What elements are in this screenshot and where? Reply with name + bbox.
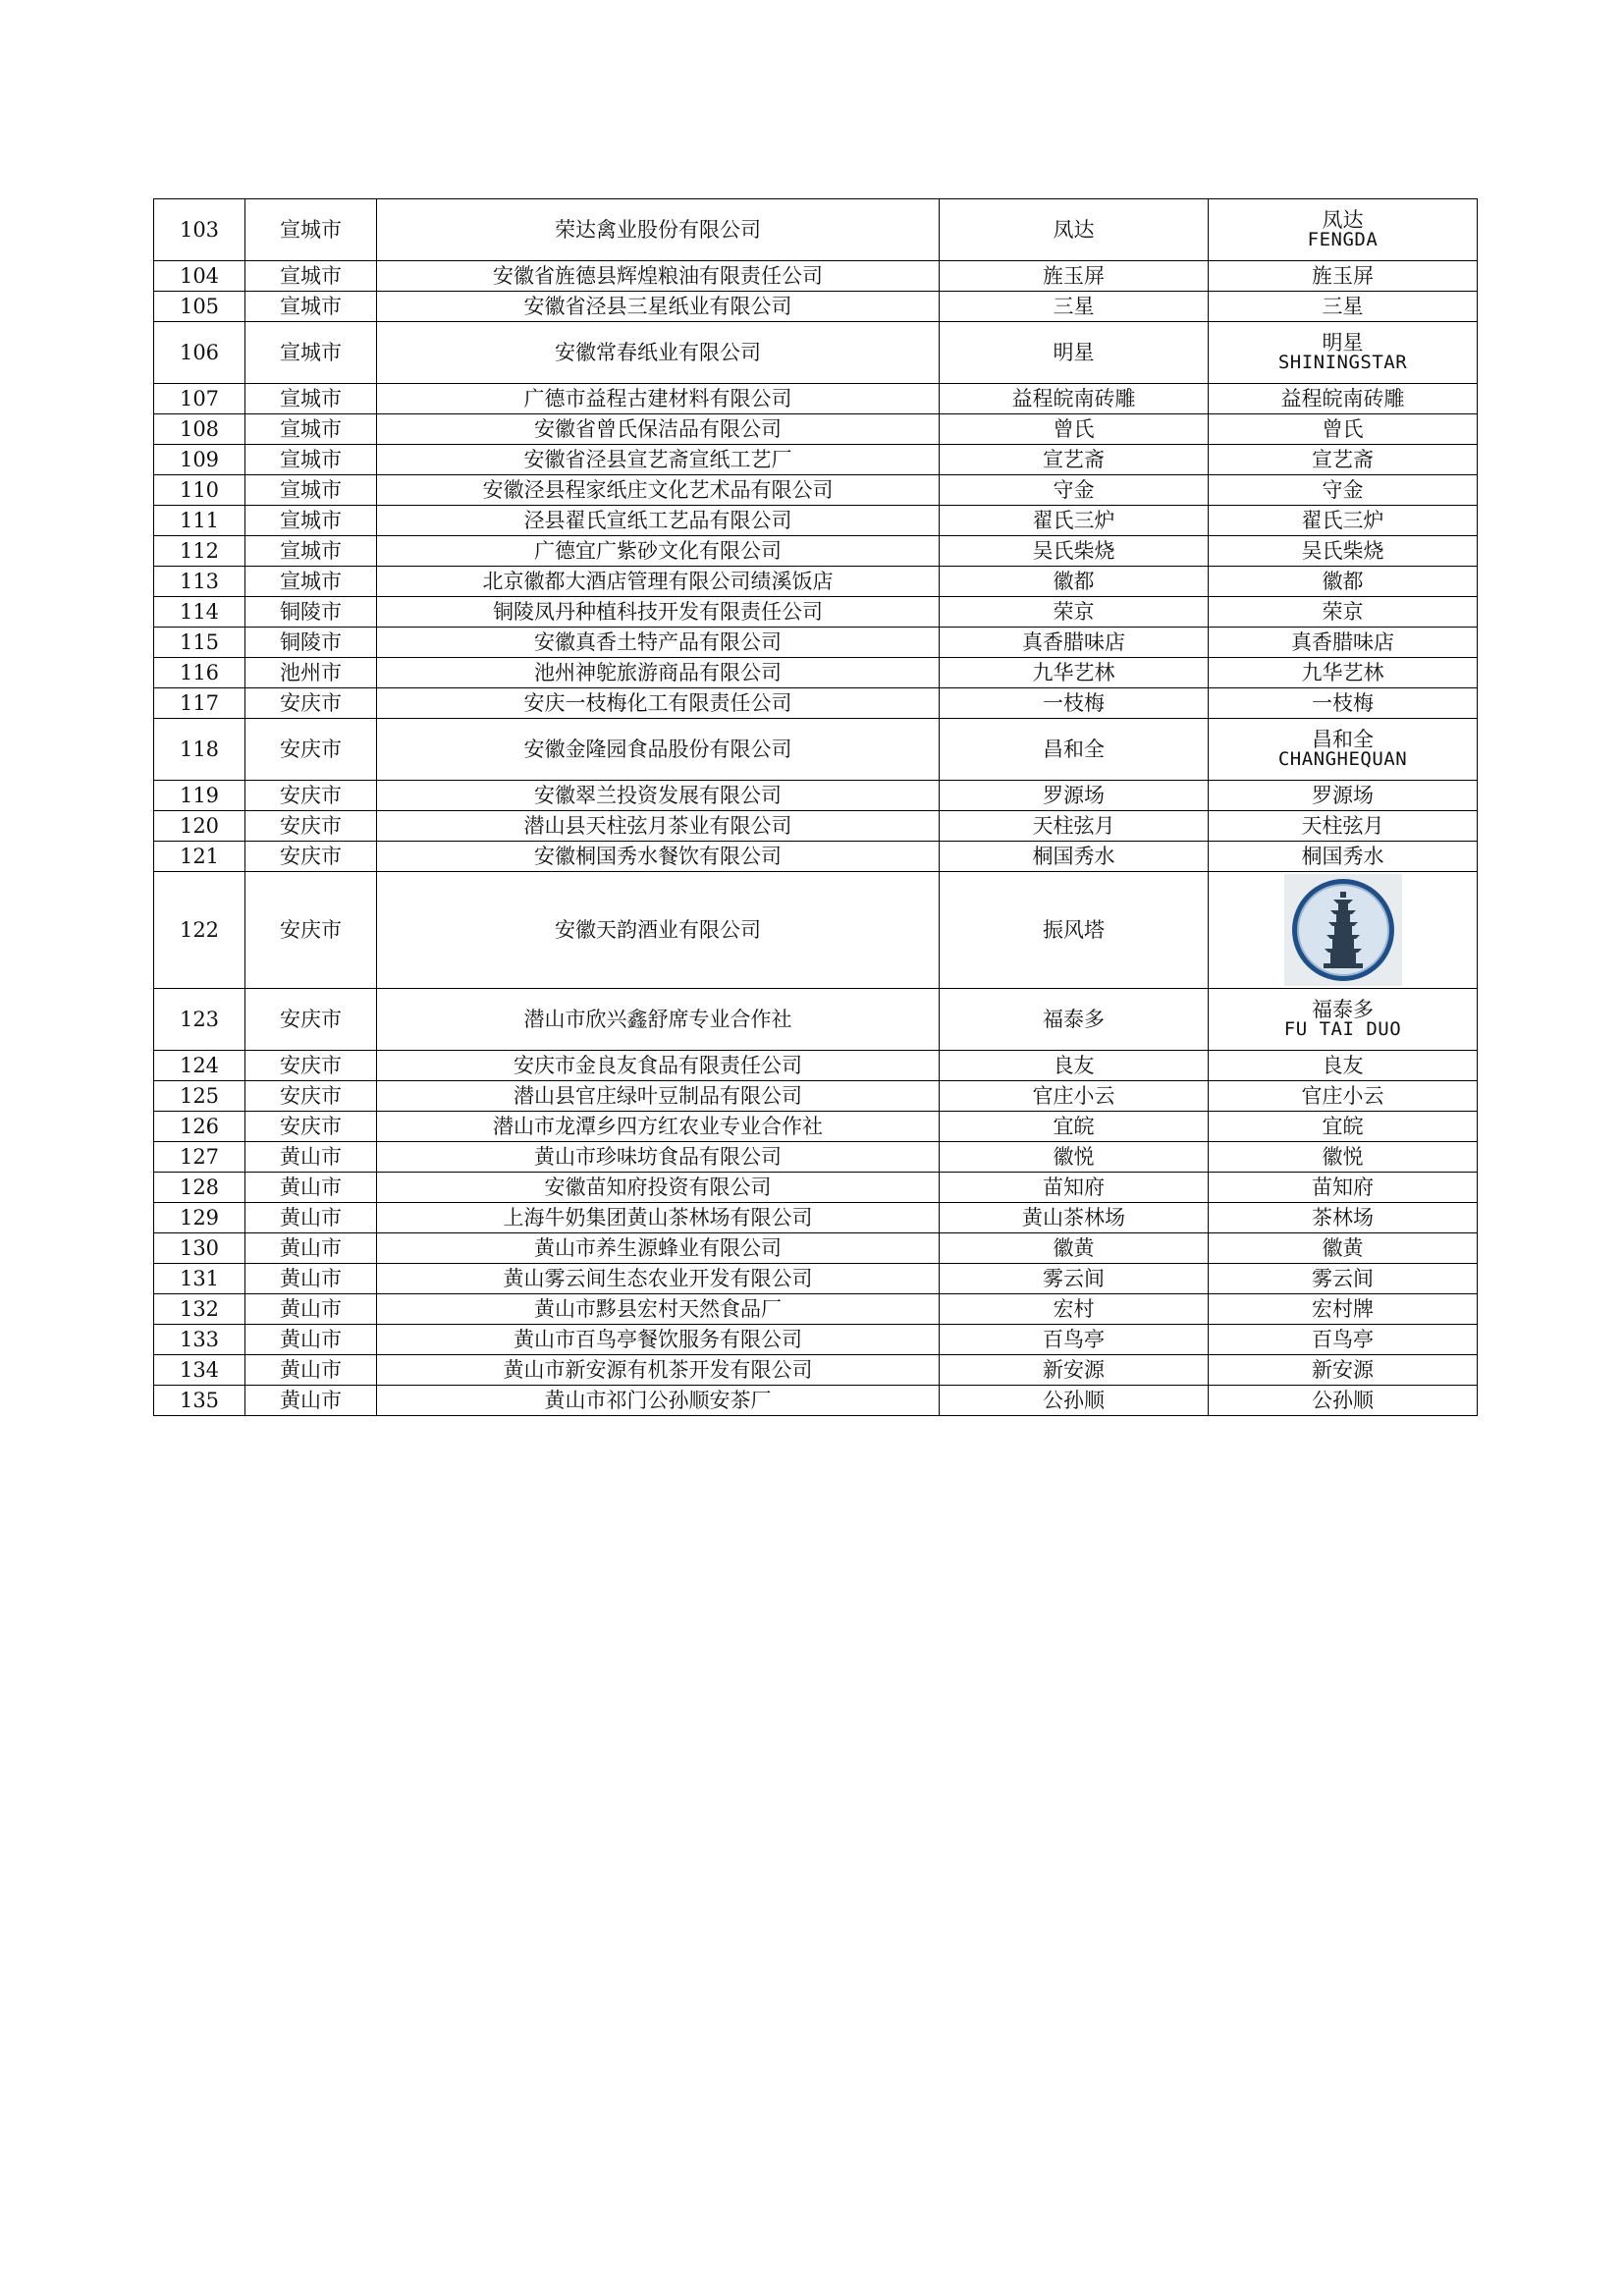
city-cell: 安庆市 — [245, 781, 377, 811]
brand-cell: 新安源 — [940, 1355, 1209, 1386]
trademark-cell — [1209, 872, 1478, 989]
trademark-text: 罗源场 — [1312, 783, 1374, 807]
brand-cell: 益程皖南砖雕 — [940, 384, 1209, 414]
trademark-cell — [1209, 811, 1478, 842]
trademark-text: 徽都 — [1322, 569, 1364, 593]
row-number: 105 — [154, 292, 245, 322]
trademark-cell — [1209, 688, 1478, 719]
city-cell: 宣城市 — [245, 567, 377, 597]
row-number: 118 — [154, 719, 245, 781]
city-cell: 安庆市 — [245, 811, 377, 842]
trademark-text: 官庄小云 — [1301, 1083, 1384, 1108]
brand-cell: 曾氏 — [940, 414, 1209, 445]
trademark-cell — [1209, 506, 1478, 536]
city-cell: 黄山市 — [245, 1294, 377, 1325]
row-number: 127 — [154, 1142, 245, 1173]
row-number: 104 — [154, 261, 245, 292]
trademark-text: 宜皖 — [1322, 1114, 1364, 1138]
trademark-cell — [1209, 989, 1478, 1051]
table-row — [154, 261, 1478, 292]
city-cell: 宣城市 — [245, 414, 377, 445]
city-cell: 宣城市 — [245, 292, 377, 322]
company-cell: 广德宜广紫砂文化有限公司 — [377, 536, 940, 567]
row-number: 124 — [154, 1051, 245, 1081]
brand-cell: 振风塔 — [940, 872, 1209, 989]
city-cell: 宣城市 — [245, 261, 377, 292]
brand-cell: 荣京 — [940, 597, 1209, 628]
city-cell: 宣城市 — [245, 506, 377, 536]
company-cell: 安庆一枝梅化工有限责任公司 — [377, 688, 940, 719]
brand-table — [153, 198, 1478, 1416]
row-number: 121 — [154, 842, 245, 872]
trademark-text: 良友 — [1322, 1053, 1364, 1077]
brand-cell: 守金 — [940, 475, 1209, 506]
company-cell: 池州神鸵旅游商品有限公司 — [377, 658, 940, 688]
brand-cell: 桐国秀水 — [940, 842, 1209, 872]
table-row — [154, 989, 1478, 1051]
trademark-cell — [1209, 199, 1478, 261]
table-body — [154, 199, 1478, 1416]
trademark-cell — [1209, 597, 1478, 628]
row-number: 103 — [154, 199, 245, 261]
brand-cell: 凤达 — [940, 199, 1209, 261]
trademark-text: 益程皖南砖雕 — [1280, 386, 1405, 410]
trademark-cell — [1209, 1203, 1478, 1233]
trademark-text: 天柱弦月 — [1301, 813, 1384, 838]
trademark-cell — [1209, 322, 1478, 384]
city-cell: 安庆市 — [245, 989, 377, 1051]
row-number: 128 — [154, 1173, 245, 1203]
trademark-cell — [1209, 628, 1478, 658]
trademark-text: 桐国秀水 — [1301, 844, 1384, 868]
trademark-cell — [1209, 1233, 1478, 1264]
city-cell: 安庆市 — [245, 1081, 377, 1112]
company-cell: 泾县翟氏宣纸工艺品有限公司 — [377, 506, 940, 536]
company-cell: 黄山雾云间生态农业开发有限公司 — [377, 1264, 940, 1294]
table-row — [154, 811, 1478, 842]
city-cell: 宣城市 — [245, 384, 377, 414]
row-number: 119 — [154, 781, 245, 811]
city-cell: 宣城市 — [245, 322, 377, 384]
trademark-text: 守金 — [1322, 477, 1364, 502]
company-cell: 安徽省旌德县辉煌粮油有限责任公司 — [377, 261, 940, 292]
city-cell: 黄山市 — [245, 1355, 377, 1386]
trademark-cell — [1209, 1325, 1478, 1355]
company-cell: 黄山市养生源蜂业有限公司 — [377, 1233, 940, 1264]
city-cell: 宣城市 — [245, 475, 377, 506]
table-row — [154, 567, 1478, 597]
company-cell: 黄山市黟县宏村天然食品厂 — [377, 1294, 940, 1325]
table-row — [154, 842, 1478, 872]
trademark-text: 真香腊味店 — [1291, 629, 1394, 654]
table-row — [154, 1233, 1478, 1264]
city-cell: 安庆市 — [245, 719, 377, 781]
city-cell: 黄山市 — [245, 1386, 377, 1416]
trademark-cell — [1209, 1355, 1478, 1386]
trademark-cell — [1209, 1142, 1478, 1173]
row-number: 134 — [154, 1355, 245, 1386]
trademark-text: 明星 — [1322, 331, 1364, 355]
trademark-text: 宣艺斋 — [1312, 447, 1374, 471]
table-row — [154, 658, 1478, 688]
table-row — [154, 781, 1478, 811]
company-cell: 安徽金隆园食品股份有限公司 — [377, 719, 940, 781]
brand-cell: 翟氏三炉 — [940, 506, 1209, 536]
trademark-cell — [1209, 1264, 1478, 1294]
company-cell: 安徽翠兰投资发展有限公司 — [377, 781, 940, 811]
company-cell: 安徽省泾县宣艺斋宣纸工艺厂 — [377, 445, 940, 475]
trademark-cell — [1209, 567, 1478, 597]
city-cell: 安庆市 — [245, 688, 377, 719]
table-row — [154, 1173, 1478, 1203]
company-cell: 安徽省泾县三星纸业有限公司 — [377, 292, 940, 322]
row-number: 120 — [154, 811, 245, 842]
company-cell: 安徽真香土特产品有限公司 — [377, 628, 940, 658]
trademark-text: 公孙顺 — [1312, 1388, 1374, 1412]
trademark-cell — [1209, 292, 1478, 322]
city-cell: 黄山市 — [245, 1203, 377, 1233]
table-row — [154, 536, 1478, 567]
brand-cell: 百鸟亭 — [940, 1325, 1209, 1355]
trademark-cell — [1209, 1081, 1478, 1112]
brand-cell: 宣艺斋 — [940, 445, 1209, 475]
brand-cell: 苗知府 — [940, 1173, 1209, 1203]
trademark-cell — [1209, 719, 1478, 781]
trademark-cell — [1209, 475, 1478, 506]
brand-cell: 宏村 — [940, 1294, 1209, 1325]
table-row — [154, 199, 1478, 261]
trademark-text: 苗知府 — [1312, 1175, 1374, 1199]
brand-cell: 明星 — [940, 322, 1209, 384]
table-row — [154, 506, 1478, 536]
trademark-text: 吴氏柴烧 — [1301, 538, 1384, 563]
brand-cell: 雾云间 — [940, 1264, 1209, 1294]
trademark-text: 徽悦 — [1322, 1144, 1364, 1169]
table-row — [154, 688, 1478, 719]
brand-cell: 宜皖 — [940, 1112, 1209, 1142]
trademark-cell — [1209, 781, 1478, 811]
trademark-text: 雾云间 — [1312, 1266, 1374, 1290]
trademark-text: 翟氏三炉 — [1301, 508, 1384, 532]
company-cell: 安徽苗知府投资有限公司 — [377, 1173, 940, 1203]
trademark-cell — [1209, 536, 1478, 567]
brand-cell: 旌玉屏 — [940, 261, 1209, 292]
company-cell: 安徽天韵酒业有限公司 — [377, 872, 940, 989]
row-number: 107 — [154, 384, 245, 414]
table-row — [154, 628, 1478, 658]
table-row — [154, 719, 1478, 781]
company-cell: 黄山市新安源有机茶开发有限公司 — [377, 1355, 940, 1386]
brand-cell: 一枝梅 — [940, 688, 1209, 719]
row-number: 113 — [154, 567, 245, 597]
brand-cell: 福泰多 — [940, 989, 1209, 1051]
pagoda-logo-icon — [1284, 874, 1402, 986]
company-cell: 黄山市祁门公孙顺安茶厂 — [377, 1386, 940, 1416]
trademark-text: 凤达 — [1322, 208, 1364, 232]
row-number: 132 — [154, 1294, 245, 1325]
table-row — [154, 1386, 1478, 1416]
company-cell: 广德市益程古建材料有限公司 — [377, 384, 940, 414]
brand-cell: 九华艺林 — [940, 658, 1209, 688]
row-number: 112 — [154, 536, 245, 567]
city-cell: 黄山市 — [245, 1325, 377, 1355]
table-row — [154, 1112, 1478, 1142]
city-cell: 安庆市 — [245, 842, 377, 872]
brand-cell: 徽都 — [940, 567, 1209, 597]
row-number: 125 — [154, 1081, 245, 1112]
trademark-text: 一枝梅 — [1312, 690, 1374, 715]
city-cell: 宣城市 — [245, 445, 377, 475]
row-number: 126 — [154, 1112, 245, 1142]
trademark-text: 荣京 — [1322, 599, 1364, 624]
row-number: 111 — [154, 506, 245, 536]
table-row — [154, 292, 1478, 322]
table-row — [154, 1325, 1478, 1355]
company-cell: 安庆市金良友食品有限责任公司 — [377, 1051, 940, 1081]
brand-cell: 三星 — [940, 292, 1209, 322]
city-cell: 黄山市 — [245, 1142, 377, 1173]
trademark-text: 百鸟亭 — [1312, 1327, 1374, 1351]
city-cell: 黄山市 — [245, 1264, 377, 1294]
city-cell: 黄山市 — [245, 1233, 377, 1264]
trademark-text: 三星 — [1322, 294, 1364, 318]
row-number: 109 — [154, 445, 245, 475]
brand-cell: 真香腊味店 — [940, 628, 1209, 658]
trademark-cell — [1209, 1051, 1478, 1081]
table-row — [154, 322, 1478, 384]
table-row — [154, 384, 1478, 414]
company-cell: 上海牛奶集团黄山茶林场有限公司 — [377, 1203, 940, 1233]
company-cell: 潜山县官庄绿叶豆制品有限公司 — [377, 1081, 940, 1112]
trademark-text: 旌玉屏 — [1312, 263, 1374, 288]
trademark-cell — [1209, 414, 1478, 445]
company-cell: 铜陵凤丹种植科技开发有限责任公司 — [377, 597, 940, 628]
trademark-cell — [1209, 261, 1478, 292]
company-cell: 黄山市珍味坊食品有限公司 — [377, 1142, 940, 1173]
company-cell: 安徽桐国秀水餐饮有限公司 — [377, 842, 940, 872]
city-cell: 安庆市 — [245, 1112, 377, 1142]
row-number: 115 — [154, 628, 245, 658]
trademark-text: 宏村牌 — [1312, 1296, 1374, 1321]
trademark-cell — [1209, 658, 1478, 688]
city-cell: 宣城市 — [245, 536, 377, 567]
table-row — [154, 1142, 1478, 1173]
row-number: 135 — [154, 1386, 245, 1416]
company-cell: 黄山市百鸟亭餐饮服务有限公司 — [377, 1325, 940, 1355]
brand-cell: 官庄小云 — [940, 1081, 1209, 1112]
brand-cell: 徽悦 — [940, 1142, 1209, 1173]
row-number: 117 — [154, 688, 245, 719]
table-row — [154, 1294, 1478, 1325]
trademark-latin-text: SHININGSTAR — [1277, 352, 1408, 374]
company-cell: 荣达禽业股份有限公司 — [377, 199, 940, 261]
table-row — [154, 872, 1478, 989]
brand-cell: 徽黄 — [940, 1233, 1209, 1264]
city-cell: 黄山市 — [245, 1173, 377, 1203]
trademark-cell — [1209, 1294, 1478, 1325]
trademark-text: 九华艺林 — [1301, 660, 1384, 684]
row-number: 122 — [154, 872, 245, 989]
row-number: 130 — [154, 1233, 245, 1264]
brand-cell: 黄山茶林场 — [940, 1203, 1209, 1233]
row-number: 114 — [154, 597, 245, 628]
trademark-latin-text: CHANGHEQUAN — [1277, 748, 1408, 771]
company-cell: 潜山市欣兴鑫舒席专业合作社 — [377, 989, 940, 1051]
trademark-cell — [1209, 1112, 1478, 1142]
trademark-text: 徽黄 — [1322, 1235, 1364, 1260]
brand-cell: 公孙顺 — [940, 1386, 1209, 1416]
trademark-cell — [1209, 445, 1478, 475]
city-cell: 铜陵市 — [245, 628, 377, 658]
trademark-text: 福泰多 — [1312, 998, 1374, 1021]
trademark-latin-text: FENGDA — [1307, 229, 1379, 251]
row-number: 108 — [154, 414, 245, 445]
company-cell: 安徽常春纸业有限公司 — [377, 322, 940, 384]
table-row — [154, 475, 1478, 506]
row-number: 123 — [154, 989, 245, 1051]
row-number: 116 — [154, 658, 245, 688]
row-number: 110 — [154, 475, 245, 506]
trademark-text: 茶林场 — [1312, 1205, 1374, 1230]
company-cell: 北京徽都大酒店管理有限公司绩溪饭店 — [377, 567, 940, 597]
table-row — [154, 1264, 1478, 1294]
company-cell: 安徽省曾氏保洁品有限公司 — [377, 414, 940, 445]
trademark-cell — [1209, 384, 1478, 414]
brand-cell: 罗源场 — [940, 781, 1209, 811]
city-cell: 池州市 — [245, 658, 377, 688]
brand-cell: 昌和全 — [940, 719, 1209, 781]
table-row — [154, 1081, 1478, 1112]
trademark-cell — [1209, 1173, 1478, 1203]
company-cell: 潜山市龙潭乡四方红农业专业合作社 — [377, 1112, 940, 1142]
city-cell: 铜陵市 — [245, 597, 377, 628]
trademark-cell — [1209, 842, 1478, 872]
table-row — [154, 1203, 1478, 1233]
brand-cell: 天柱弦月 — [940, 811, 1209, 842]
row-number: 133 — [154, 1325, 245, 1355]
company-cell: 潜山县天柱弦月茶业有限公司 — [377, 811, 940, 842]
trademark-latin-text: FU TAI DUO — [1283, 1018, 1402, 1041]
trademark-text: 曾氏 — [1322, 416, 1364, 441]
trademark-cell — [1209, 1386, 1478, 1416]
table-row — [154, 1355, 1478, 1386]
brand-cell: 吴氏柴烧 — [940, 536, 1209, 567]
row-number: 129 — [154, 1203, 245, 1233]
brand-cell: 良友 — [940, 1051, 1209, 1081]
table-row — [154, 445, 1478, 475]
city-cell: 宣城市 — [245, 199, 377, 261]
table-row — [154, 597, 1478, 628]
table-row — [154, 414, 1478, 445]
row-number: 131 — [154, 1264, 245, 1294]
city-cell: 安庆市 — [245, 872, 377, 989]
company-cell: 安徽泾县程家纸庄文化艺术品有限公司 — [377, 475, 940, 506]
trademark-text: 新安源 — [1312, 1357, 1374, 1382]
table-row — [154, 1051, 1478, 1081]
row-number: 106 — [154, 322, 245, 384]
trademark-text: 昌和全 — [1312, 728, 1374, 751]
city-cell: 安庆市 — [245, 1051, 377, 1081]
